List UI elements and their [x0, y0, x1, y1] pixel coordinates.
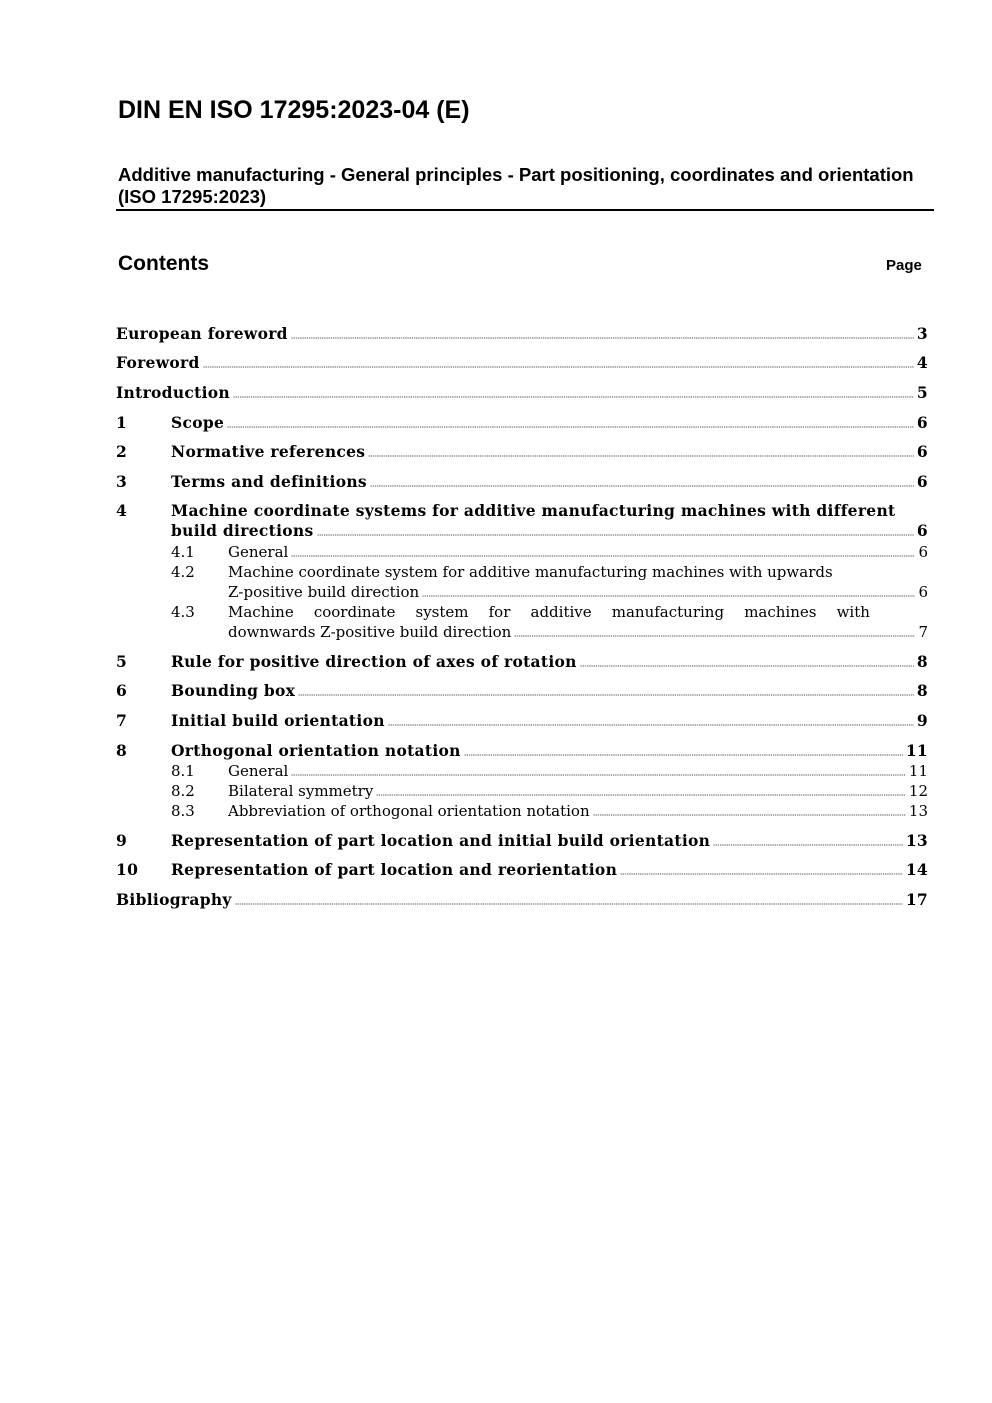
toc-entry-label: Abbreviation of orthogonal orientation notation	[228, 802, 590, 820]
document-title: Additive manufacturing - General principles - Part positioning, coordinates and orientation (ISO 17295:2023)	[118, 164, 914, 207]
toc-entry-number: 4.1	[171, 543, 195, 561]
toc-entry-label: General	[228, 762, 289, 780]
toc-entry-orthogonal-orientation-notation[interactable]	[116, 741, 928, 761]
word: Machine	[228, 603, 294, 621]
toc-entry-bounding-box[interactable]	[116, 681, 928, 701]
toc-entry-page: 13	[905, 831, 928, 850]
toc-entry-page: 6	[918, 543, 928, 561]
dot-leader	[514, 622, 915, 637]
dot-leader	[368, 442, 914, 457]
dot-leader	[235, 890, 903, 905]
dot-leader	[291, 542, 915, 557]
toc-entry-number: 2	[116, 442, 128, 461]
toc-entry-label: Bibliography	[116, 890, 232, 909]
toc-entry-page: 11	[905, 741, 928, 760]
toc-entry-european-foreword[interactable]	[116, 324, 928, 344]
toc-entry-number: 5	[116, 652, 128, 671]
toc-entry-page: 6	[916, 472, 928, 491]
toc-entry-introduction[interactable]	[116, 383, 928, 403]
toc-entry-page: 6	[916, 413, 928, 432]
toc-entry-label-line2: Z-positive build direction	[228, 583, 420, 601]
toc-entry-number: 7	[116, 711, 128, 730]
toc-entry-page: 9	[916, 711, 928, 730]
toc-entry-representation-initial[interactable]	[116, 831, 928, 851]
dot-leader	[370, 472, 914, 487]
toc-entry-label-line1[interactable]	[228, 602, 870, 622]
toc-entry-number: 8.3	[171, 802, 195, 820]
toc-entry-number: 1	[116, 413, 128, 432]
word: for	[488, 603, 511, 621]
toc-entry-page: 3	[916, 324, 928, 343]
toc-entry-page: 4	[916, 353, 928, 372]
toc-entry-number: 8	[116, 741, 128, 760]
dot-leader	[317, 521, 914, 536]
toc-entry-label-line2: build directions	[171, 521, 314, 540]
dot-leader	[298, 681, 914, 696]
toc-entry-label: Initial build orientation	[171, 711, 385, 730]
toc-entry-label-line2: downwards Z-positive build direction	[228, 623, 512, 641]
page-column-heading: Page	[886, 257, 922, 274]
dot-leader	[713, 831, 903, 846]
dot-leader	[422, 582, 915, 597]
toc-entry-page: 6	[916, 442, 928, 461]
toc-entry-number: 6	[116, 681, 128, 700]
toc-entry-8-3-abbreviation[interactable]	[116, 801, 928, 821]
toc-entry-page: 12	[908, 782, 928, 800]
toc-entry-label: Representation of part location and initial build orientation	[171, 831, 711, 850]
toc-entry-label: Bounding box	[171, 681, 296, 700]
word: system	[415, 603, 469, 621]
word: additive	[530, 603, 592, 621]
toc-entry-number: 4.3	[171, 603, 195, 621]
toc-entry-initial-build-orientation[interactable]	[116, 711, 928, 731]
toc-entry-4-1-general[interactable]	[116, 542, 928, 562]
toc-entry-page: 14	[905, 860, 928, 879]
toc-entry-label: Orthogonal orientation notation	[171, 741, 461, 760]
toc-entry-number: 8.2	[171, 782, 195, 800]
word: coordinate	[313, 603, 396, 621]
word: manufacturing	[611, 603, 725, 621]
toc-entry-label-line1[interactable]: Machine coordinate system for additive manufacturing machines with upwards	[228, 563, 833, 581]
toc-entry-label: Scope	[171, 413, 225, 432]
toc-entry-number: 3	[116, 472, 128, 491]
toc-entry-representation-reorientation[interactable]	[116, 860, 928, 880]
toc-entry-label-line1[interactable]: Machine coordinate systems for additive manufacturing machines with different	[171, 501, 896, 520]
dot-leader	[388, 711, 914, 726]
word: with	[836, 603, 870, 621]
toc-entry-8-1-general[interactable]	[116, 761, 928, 781]
toc-entry-label: Rule for positive direction of axes of rotation	[171, 652, 577, 671]
document-id: DIN EN ISO 17295:2023-04 (E)	[118, 96, 470, 124]
toc-entry-bibliography[interactable]	[116, 890, 928, 910]
toc-entry-terms-and-definitions[interactable]	[116, 472, 928, 492]
toc-entry-machine-coordinate-systems[interactable]	[116, 521, 928, 541]
toc-entry-label: Normative references	[171, 442, 366, 461]
toc-entry-label: Bilateral symmetry	[228, 782, 374, 800]
toc-entry-number: 9	[116, 831, 128, 850]
dot-leader	[291, 761, 906, 776]
toc-entry-label: Foreword	[116, 353, 200, 372]
toc-entry-8-2-bilateral-symmetry[interactable]	[116, 781, 928, 801]
dot-leader	[464, 741, 903, 756]
toc-entry-scope[interactable]	[116, 413, 928, 433]
title-rule	[116, 209, 934, 211]
dot-leader	[593, 801, 906, 816]
toc-entry-number: 4	[116, 501, 128, 520]
dot-leader	[376, 781, 906, 796]
toc-entry-normative-references[interactable]	[116, 442, 928, 462]
dot-leader	[580, 652, 914, 667]
toc-entry-label: Introduction	[116, 383, 230, 402]
toc-entry-4-2[interactable]	[116, 582, 928, 602]
toc-entry-number: 10	[116, 860, 139, 879]
dot-leader	[203, 353, 914, 368]
toc-entry-number: 8.1	[171, 762, 195, 780]
toc-entry-page: 6	[916, 521, 928, 540]
toc-entry-page: 7	[918, 623, 928, 641]
toc-entry-label: Representation of part location and reorientation	[171, 860, 618, 879]
dot-leader	[227, 413, 914, 428]
toc-entry-4-3[interactable]	[116, 622, 928, 642]
dot-leader	[233, 383, 914, 398]
toc-entry-page: 8	[916, 681, 928, 700]
toc-entry-page: 6	[918, 583, 928, 601]
toc-entry-rule-positive-direction[interactable]	[116, 652, 928, 672]
dot-leader	[620, 860, 903, 875]
toc-entry-page: 13	[908, 802, 928, 820]
toc-entry-label: General	[228, 543, 289, 561]
toc-entry-page: 8	[916, 652, 928, 671]
dot-leader	[291, 324, 914, 339]
toc-entry-label: Terms and definitions	[171, 472, 367, 491]
toc-entry-page: 17	[905, 890, 928, 909]
toc-entry-page: 11	[908, 762, 928, 780]
toc-entry-number: 4.2	[171, 563, 195, 581]
contents-heading: Contents	[118, 252, 209, 275]
toc-entry-foreword[interactable]	[116, 353, 928, 373]
toc-entry-page: 5	[916, 383, 928, 402]
word: machines	[744, 603, 817, 621]
toc-entry-label: European foreword	[116, 324, 288, 343]
